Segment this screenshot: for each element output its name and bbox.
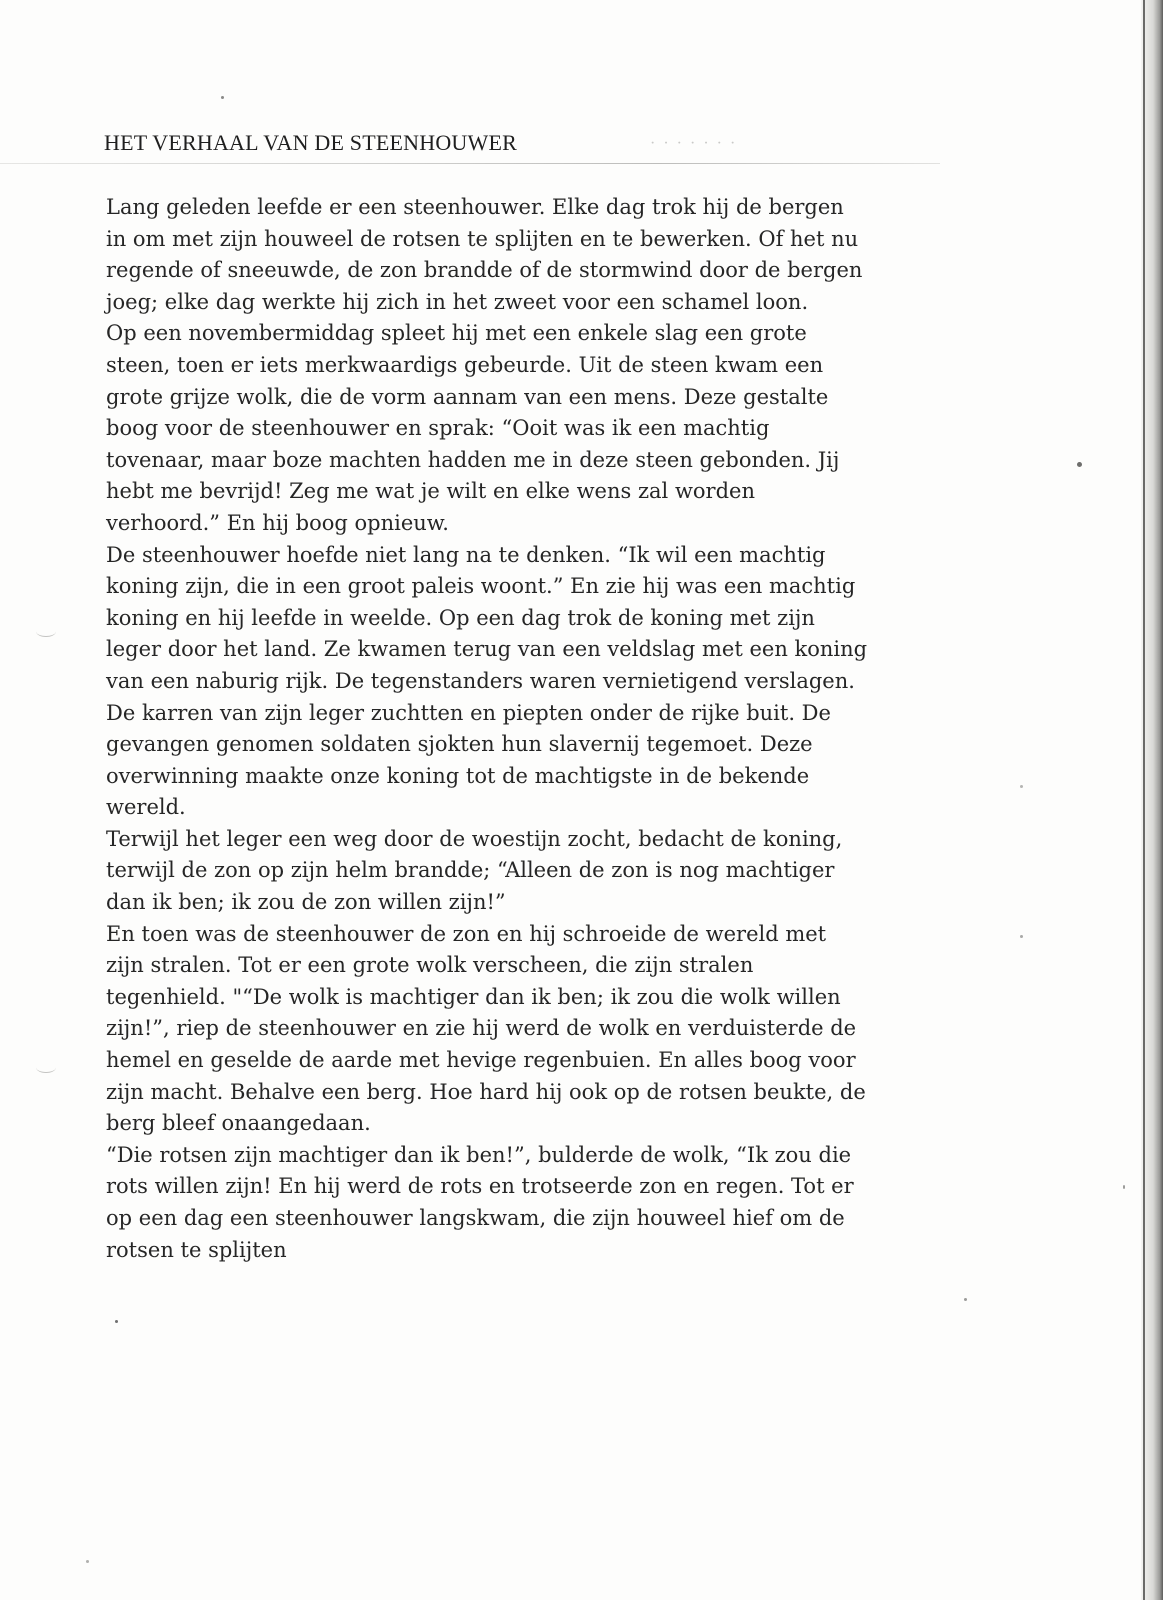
scan-speck	[1020, 785, 1023, 788]
text-line: regende of sneeuwde, de zon brandde of de stormwind door de bergen	[106, 258, 863, 283]
text-line: in om met zijn houweel de rotsen te splijten en te bewerken. Of het nu	[106, 226, 859, 251]
text-line: De steenhouwer hoefde niet lang na te denken. “Ik wil een machtig	[106, 542, 826, 567]
text-line: terwijl de zon op zijn helm brandde; “Alleen de zon is nog machtiger	[106, 858, 835, 883]
text-line: koning zijn, die in een groot paleis woont.” En zie hij was een machtig	[106, 574, 856, 599]
scan-speck	[221, 96, 224, 99]
text-line: rots willen zijn! En hij werd de rots en trotseerde zon en regen. Tot er	[106, 1174, 854, 1199]
text-line: En toen was de steenhouwer de zon en hij schroeide de wereld met	[106, 921, 827, 946]
text-line: Op een novembermiddag spleet hij met een enkele slag een grote	[106, 321, 807, 346]
text-line: zijn stralen. Tot er een grote wolk verscheen, die zijn stralen	[106, 953, 754, 978]
scan-speck	[1020, 935, 1023, 938]
text-line: zijn macht. Behalve een berg. Hoe hard hij ook op de rotsen beukte, de	[106, 1079, 866, 1104]
text-line: hemel en geselde de aarde met hevige regenbuien. En alles boog voor	[106, 1048, 856, 1073]
text-line: rotsen te splijten	[106, 1237, 287, 1262]
text-line: steen, toen er iets merkwaardigs gebeurde. Uit de steen kwam een	[106, 352, 824, 377]
text-line: tegenhield. "“De wolk is machtiger dan ik ben; ik zou die wolk willen	[106, 984, 841, 1009]
text-line: grote grijze wolk, die de vorm aannam van een mens. Deze gestalte	[106, 384, 829, 409]
bleed-through-text: · · · · · · ·	[650, 135, 738, 152]
scan-speck	[115, 1320, 118, 1323]
text-line: Lang geleden leefde er een steenhouwer. Elke dag trok hij de bergen	[106, 195, 844, 219]
text-line: gevangen genomen soldaten sjokten hun slavernij tegemoet. Deze	[106, 732, 813, 757]
page-title: HET VERHAAL VAN DE STEENHOUWER	[104, 130, 517, 155]
text-line: dan ik ben; ik zou de zon willen zijn!”	[106, 890, 506, 915]
text-line: De karren van zijn leger zuchtten en piepten onder de rijke buit. De	[106, 700, 831, 725]
text-line: tovenaar, maar boze machten hadden me in deze steen gebonden. Jij	[106, 447, 840, 472]
text-line: berg bleef onaangedaan.	[106, 1111, 371, 1136]
text-line: hebt me bevrijd! Zeg me wat je wilt en elke wens zal worden	[106, 479, 755, 504]
text-line: joeg; elke dag werkte hij zich in het zweet voor een schamel loon.	[106, 289, 809, 314]
heading-divider	[0, 163, 940, 164]
text-line: boog voor de steenhouwer en sprak: “Ooit was ik een machtig	[106, 416, 770, 441]
text-line: zijn!”, riep de steenhouwer en zie hij werd de wolk en verduisterde de	[106, 1016, 857, 1041]
text-line: Terwijl het leger een weg door de woestijn zocht, bedacht de koning,	[106, 826, 843, 851]
text-line: leger door het land. Ze kwamen terug van een veldslag met een koning	[106, 637, 868, 662]
text-line: van een naburig rijk. De tegenstanders waren vernietigend verslagen.	[106, 668, 855, 693]
text-line: koning en hij leefde in weelde. Op een dag trok de koning met zijn	[106, 605, 815, 630]
text-line: wereld.	[106, 795, 186, 820]
story-text	[106, 192, 966, 1266]
scan-speck	[1077, 462, 1082, 467]
scan-speck	[86, 1560, 89, 1563]
scan-edge-line	[1143, 0, 1145, 1600]
punch-hole-mark	[36, 1062, 56, 1073]
punch-hole-mark	[36, 626, 56, 637]
text-line: overwinning maakte onze koning tot de machtigste in de bekende	[106, 763, 810, 788]
scan-speck	[1123, 1185, 1125, 1189]
scan-speck	[964, 1298, 967, 1301]
text-line: “Die rotsen zijn machtiger dan ik ben!”, bulderde de wolk, “Ik zou die	[106, 1142, 852, 1167]
text-line: verhoord.” En hij boog opnieuw.	[106, 510, 449, 535]
text-line: op een dag een steenhouwer langskwam, die zijn houweel hief om de	[106, 1206, 845, 1230]
